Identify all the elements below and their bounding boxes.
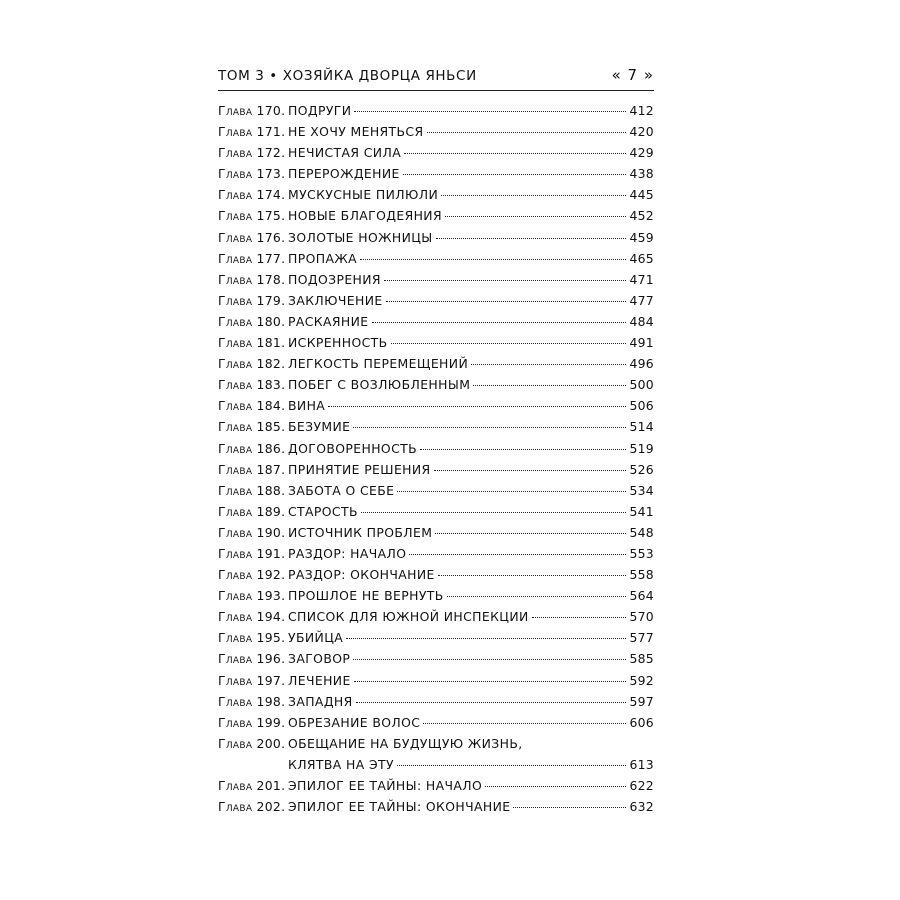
- chapter-page: 613: [629, 756, 654, 772]
- chapter-label: Глава 187.: [218, 461, 286, 477]
- chapter-page: 564: [629, 588, 654, 604]
- chapter-label: Глава 180.: [218, 313, 286, 329]
- chapter-title: ПРОШЛОЕ НЕ ВЕРНУТЬ: [288, 588, 444, 604]
- toc-entry-182: [218, 353, 654, 374]
- chapter-title-continuation: КЛЯТВА НА ЭТУ: [288, 756, 394, 772]
- chapter-label: Глава 197.: [218, 672, 286, 688]
- chapter-page: 514: [629, 419, 654, 435]
- chapter-page: 585: [629, 651, 654, 667]
- chapter-page: 541: [629, 503, 654, 519]
- toc-entry-173: [218, 163, 654, 184]
- chapter-page: 526: [629, 461, 654, 477]
- chapter-label: Глава 199.: [218, 714, 286, 730]
- page-number: « 7 »: [611, 66, 654, 84]
- toc-entry-179: [218, 290, 654, 311]
- chapter-title: ПОДРУГИ: [288, 103, 352, 118]
- chapter-title: РАЗДОР: НАЧАЛО: [288, 545, 407, 561]
- chapter-label: Глава 179.: [218, 292, 286, 308]
- chapter-label: Глава 174.: [218, 187, 286, 203]
- chapter-label: Глава 182.: [218, 356, 286, 372]
- chapter-label: Глава 185.: [218, 419, 286, 435]
- toc-entry-187: [218, 459, 654, 480]
- running-title: ТОМ 3 • ХОЗЯЙКА ДВОРЦА ЯНЬСИ: [218, 68, 477, 84]
- chapter-page: 459: [629, 229, 654, 245]
- chapter-label: Глава 196.: [218, 651, 286, 667]
- toc-entry-196: [218, 648, 654, 669]
- chapter-title: ПОБЕГ С ВОЗЛЮБЛЕННЫМ: [288, 377, 471, 393]
- chapter-title: СПИСОК ДЛЯ ЮЖНОЙ ИНСПЕКЦИИ: [288, 609, 529, 625]
- chapter-page: 445: [629, 187, 654, 203]
- chapter-page: 553: [629, 545, 654, 561]
- toc-entry-178: [218, 269, 654, 290]
- chapter-label: Глава 172.: [218, 145, 286, 161]
- chapter-page: 452: [629, 208, 654, 224]
- chapter-title: ЗАГОВОР: [288, 651, 351, 667]
- toc-entry-195: [218, 627, 654, 648]
- dot-leader: [485, 773, 626, 787]
- chapter-page: 465: [629, 250, 654, 266]
- chapter-title: ЭПИЛОГ ЕЕ ТАЙНЫ: ОКОНЧАНИЕ: [288, 799, 511, 815]
- chapter-page: 438: [629, 166, 654, 182]
- chapter-page: 592: [629, 672, 654, 688]
- chapter-page: 500: [629, 377, 654, 393]
- chapter-label: Глава 177.: [218, 250, 286, 266]
- toc-entry-199: [218, 712, 654, 733]
- toc-entry-177: [218, 248, 654, 269]
- toc-entry-188: [218, 480, 654, 501]
- chapter-title: БЕЗУМИЕ: [288, 419, 351, 435]
- chapter-page: 491: [629, 335, 654, 351]
- dot-leader: [532, 604, 627, 618]
- toc-entry-183: [218, 374, 654, 395]
- toc-entry-174: [218, 184, 654, 205]
- dot-leader: [346, 625, 626, 639]
- dot-leader: [445, 203, 626, 217]
- toc-entry-201: [218, 775, 654, 796]
- chapter-label: Глава 186.: [218, 440, 286, 456]
- chapter-title: РАЗДОР: ОКОНЧАНИЕ: [288, 567, 435, 583]
- chapter-label: Глава 191.: [218, 545, 286, 561]
- chapter-page: 606: [629, 714, 654, 730]
- chapter-title: НОВЫЕ БЛАГОДЕЯНИЯ: [288, 208, 442, 224]
- chapter-title: ЗАПАДНЯ: [288, 693, 353, 709]
- chapter-page: 577: [629, 630, 654, 646]
- chapter-label: Глава 175.: [218, 208, 286, 224]
- chapter-title: ОБЕЩАНИЕ НА БУДУЩУЮ ЖИЗНЬ,: [288, 735, 523, 751]
- chapter-page: 622: [629, 778, 654, 793]
- toc-entry-189: [218, 501, 654, 522]
- dot-leader: [513, 794, 626, 808]
- chapter-title: ЛЕГКОСТЬ ПЕРЕМЕЩЕНИЙ: [288, 356, 469, 372]
- chapter-title: ПЕРЕРОЖДЕНИЕ: [288, 166, 400, 182]
- dot-leader: [384, 267, 626, 281]
- chapter-title: ПРИНЯТИЕ РЕШЕНИЯ: [288, 461, 431, 477]
- chapter-title: ЛЕЧЕНИЕ: [288, 672, 351, 688]
- toc-entry-185: [218, 416, 654, 437]
- dot-leader: [420, 436, 626, 450]
- dot-leader: [409, 541, 626, 555]
- chapter-label: Глава 194.: [218, 609, 286, 625]
- chapter-page: 496: [629, 356, 654, 372]
- dot-leader: [403, 161, 627, 175]
- chapter-page: 420: [629, 124, 654, 140]
- chapter-page: 558: [629, 567, 654, 583]
- chapter-page: 477: [629, 292, 654, 308]
- toc-entry-194: [218, 606, 654, 627]
- chapter-title: ЭПИЛОГ ЕЕ ТАЙНЫ: НАЧАЛО: [288, 778, 483, 793]
- toc-entry-175: [218, 205, 654, 226]
- chapter-page: 548: [629, 524, 654, 540]
- chapter-label: Глава 183.: [218, 377, 286, 393]
- chapter-label: Глава 200.: [218, 735, 286, 751]
- chapter-title: ВИНА: [288, 398, 326, 414]
- dot-leader: [436, 225, 627, 239]
- chapter-title: ЗАБОТА О СЕБЕ: [288, 482, 395, 498]
- chapter-title: ЗАКЛЮЧЕНИЕ: [288, 292, 383, 308]
- chapter-label: Глава 170.: [218, 103, 286, 118]
- toc-entry-191: [218, 543, 654, 564]
- toc-entry-180: [218, 311, 654, 332]
- dot-leader: [353, 646, 626, 660]
- dot-leader: [473, 372, 626, 386]
- chapter-label: Глава 171.: [218, 124, 286, 140]
- dot-leader: [397, 752, 627, 766]
- toc-entry-171: [218, 121, 654, 142]
- dot-leader: [427, 119, 627, 133]
- dot-leader: [447, 583, 627, 597]
- running-head: [218, 66, 654, 90]
- toc-entry-200: [218, 733, 654, 775]
- chapter-page: 412: [629, 103, 654, 118]
- chapter-page: 597: [629, 693, 654, 709]
- dot-leader: [361, 499, 627, 513]
- dot-leader: [354, 668, 627, 682]
- chapter-title: ПРОПАЖА: [288, 250, 357, 266]
- dot-leader: [434, 457, 627, 471]
- chapter-title: СТАРОСТЬ: [288, 503, 358, 519]
- toc-entry-202: [218, 796, 654, 817]
- chapter-label: Глава 181.: [218, 335, 286, 351]
- chapter-label: Глава 190.: [218, 524, 286, 540]
- dot-leader: [397, 478, 626, 492]
- chapter-title: УБИЙЦА: [288, 630, 344, 646]
- chapter-title: ИСТОЧНИК ПРОБЛЕМ: [288, 524, 433, 540]
- chapter-label: Глава 178.: [218, 271, 286, 287]
- chapter-page: 534: [629, 482, 654, 498]
- dot-leader: [356, 689, 627, 703]
- chapter-label: Глава 198.: [218, 693, 286, 709]
- dot-leader: [354, 98, 626, 112]
- chapter-title: НЕ ХОЧУ МЕНЯТЬСЯ: [288, 124, 424, 140]
- dot-leader: [372, 309, 627, 323]
- toc-entry-181: [218, 332, 654, 353]
- dot-leader: [353, 414, 626, 428]
- dot-leader: [386, 288, 627, 302]
- toc-entry-193: [218, 585, 654, 606]
- chapter-page: 484: [629, 313, 654, 329]
- chapter-label: Глава 173.: [218, 166, 286, 182]
- toc-entry-192: [218, 564, 654, 585]
- chapter-page: 429: [629, 145, 654, 161]
- chapter-title: ИСКРЕННОСТЬ: [288, 335, 388, 351]
- toc-entry-170: [218, 100, 654, 121]
- chapter-label: Глава 189.: [218, 503, 286, 519]
- toc-entry-190: [218, 522, 654, 543]
- chapter-title: ЗОЛОТЫЕ НОЖНИЦЫ: [288, 229, 433, 245]
- chapter-label: Глава 195.: [218, 630, 286, 646]
- dot-leader: [360, 246, 626, 260]
- chapter-label: Глава 201.: [218, 778, 286, 793]
- chapter-title: ПОДОЗРЕНИЯ: [288, 271, 381, 287]
- chapter-title: НЕЧИСТАЯ СИЛА: [288, 145, 402, 161]
- chapter-label: Глава 193.: [218, 588, 286, 604]
- chapter-page: 471: [629, 271, 654, 287]
- dot-leader: [391, 330, 627, 344]
- dot-leader: [441, 182, 626, 196]
- chapter-label: Глава 176.: [218, 229, 286, 245]
- chapter-label: Глава 188.: [218, 482, 286, 498]
- toc-entry-198: [218, 691, 654, 712]
- chapter-title: МУСКУСНЫЕ ПИЛЮЛИ: [288, 187, 439, 203]
- chapter-label: Глава 192.: [218, 567, 286, 583]
- dot-leader: [404, 140, 626, 154]
- chapter-page: 632: [629, 799, 654, 815]
- table-of-contents: [218, 100, 654, 817]
- dot-leader: [435, 520, 626, 534]
- chapter-label: Глава 202.: [218, 799, 286, 815]
- chapter-title: РАСКАЯНИЕ: [288, 313, 369, 329]
- chapter-page: 506: [629, 398, 654, 414]
- dot-leader: [328, 393, 626, 407]
- chapter-label: Глава 184.: [218, 398, 286, 414]
- header-rule: [218, 90, 654, 91]
- chapter-title: ДОГОВОРЕННОСТЬ: [288, 440, 418, 456]
- dot-leader: [423, 710, 626, 724]
- toc-entry-176: [218, 227, 654, 248]
- toc-entry-184: [218, 395, 654, 416]
- dot-leader: [471, 351, 626, 365]
- toc-entry-172: [218, 142, 654, 163]
- toc-entry-186: [218, 438, 654, 459]
- chapter-page: 570: [629, 609, 654, 625]
- toc-entry-197: [218, 670, 654, 691]
- dot-leader: [438, 562, 627, 576]
- chapter-page: 519: [629, 440, 654, 456]
- chapter-title: ОБРЕЗАНИЕ ВОЛОС: [288, 714, 421, 730]
